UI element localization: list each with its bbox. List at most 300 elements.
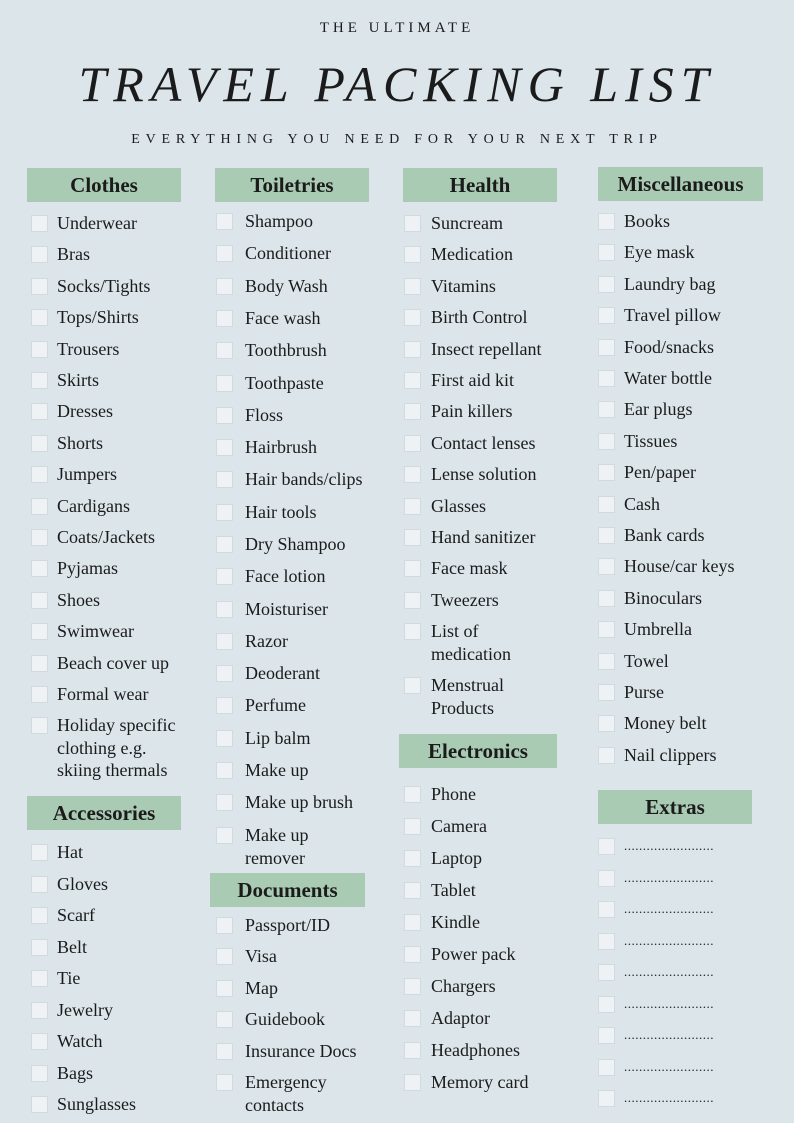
checkbox[interactable]	[31, 466, 48, 483]
checkbox[interactable]	[31, 592, 48, 609]
checkbox[interactable]	[404, 786, 421, 803]
checklist-item-label	[245, 307, 320, 330]
checkbox[interactable]	[404, 978, 421, 995]
checklist-item-label	[245, 533, 346, 556]
label-line: Tie	[57, 968, 81, 988]
label-line: skiing thermals	[57, 760, 168, 780]
label-line: Kindle	[431, 912, 480, 932]
checkbox[interactable]	[404, 372, 421, 389]
label-line: Pen/paper	[624, 462, 696, 482]
checkbox[interactable]	[598, 621, 615, 638]
checklist-item-label	[57, 841, 83, 864]
label-line: Tablet	[431, 880, 476, 900]
label-line: Hat	[57, 842, 83, 862]
label-line: Tissues	[624, 431, 678, 451]
checklist-item-label	[624, 961, 714, 984]
checklist-item-label	[624, 867, 714, 890]
checkbox[interactable]	[31, 1096, 48, 1113]
label-line: Coats/Jackets	[57, 527, 155, 547]
checklist-item-label	[624, 430, 677, 453]
checkbox[interactable]	[31, 1065, 48, 1082]
checklist-item-label	[245, 727, 311, 750]
section-header-electronics: Electronics	[399, 734, 557, 768]
checklist-item-label	[57, 683, 148, 706]
label-line: Bags	[57, 1063, 93, 1083]
checklist-item-label	[624, 273, 715, 296]
checkbox[interactable]	[31, 655, 48, 672]
checkbox[interactable]	[404, 677, 421, 694]
checkbox[interactable]	[598, 996, 615, 1013]
label-line: Bras	[57, 244, 90, 264]
checklist-item-label	[57, 714, 175, 782]
checkbox[interactable]	[216, 439, 233, 456]
checklist-item-label	[624, 493, 660, 516]
checkbox[interactable]	[31, 717, 48, 734]
label-line: Toothbrush	[245, 340, 327, 360]
label-line: Passport/ID	[245, 915, 330, 935]
checklist-item-label	[431, 1007, 490, 1030]
checkbox[interactable]	[31, 435, 48, 452]
label-line: Birth Control	[431, 307, 528, 327]
checklist-item-label	[624, 398, 692, 421]
checkbox[interactable]	[598, 401, 615, 418]
checkbox[interactable]	[216, 310, 233, 327]
checklist-item-label	[624, 461, 696, 484]
label-line: Formal wear	[57, 684, 149, 704]
label-line: Face mask	[431, 558, 508, 578]
label-line: Guidebook	[245, 1009, 325, 1029]
label-line: List of	[431, 621, 479, 641]
checkbox[interactable]	[404, 215, 421, 232]
checkbox[interactable]	[598, 838, 615, 855]
checklist-item-label	[624, 650, 669, 673]
checklist-item-label	[624, 1087, 714, 1110]
label-line: Books	[624, 211, 671, 231]
checklist-item-label	[57, 400, 113, 423]
checkbox[interactable]	[216, 827, 233, 844]
label-line: ........................	[624, 1059, 714, 1074]
checkbox[interactable]	[598, 901, 615, 918]
label-line: Insect repellant	[431, 339, 542, 359]
checklist-item-label	[245, 977, 278, 1000]
checkbox[interactable]	[216, 1043, 233, 1060]
checklist-item-label	[431, 783, 476, 806]
checklist-item-label	[245, 598, 328, 621]
checkbox[interactable]	[216, 948, 233, 965]
label-line: Contact lenses	[431, 433, 536, 453]
label-line: Emergency	[245, 1072, 327, 1092]
checkbox[interactable]	[598, 464, 615, 481]
checkbox[interactable]	[216, 762, 233, 779]
checkbox[interactable]	[404, 435, 421, 452]
checklist-item-label	[245, 1071, 327, 1116]
checkbox[interactable]	[31, 246, 48, 263]
checkbox[interactable]	[216, 794, 233, 811]
label-line: ........................	[624, 838, 714, 853]
checkbox[interactable]	[404, 498, 421, 515]
checklist-item-label	[245, 210, 313, 233]
label-line: Travel pillow	[624, 305, 721, 325]
checklist-item-label	[57, 589, 100, 612]
checklist-item-label	[624, 1056, 714, 1079]
checkbox[interactable]	[598, 933, 615, 950]
checkbox[interactable]	[598, 590, 615, 607]
section-header-toiletries: Toiletries	[215, 168, 369, 202]
checklist-item-label	[624, 210, 670, 233]
checklist-item-label	[245, 914, 330, 937]
label-line: Moisturiser	[245, 599, 328, 619]
checklist-item-label	[57, 1030, 103, 1053]
label-line: Beach cover up	[57, 653, 169, 673]
label-line: Products	[431, 697, 494, 718]
checklist-item-label	[431, 338, 541, 361]
label-line: Pain killers	[431, 401, 513, 421]
checklist-item-label	[245, 501, 317, 524]
checkbox[interactable]	[31, 907, 48, 924]
label-line: Floss	[245, 405, 284, 425]
checklist-item-label	[57, 306, 139, 329]
checkbox[interactable]	[598, 1090, 615, 1107]
checkbox[interactable]	[216, 980, 233, 997]
checklist-item-label	[431, 526, 535, 549]
checklist-item-label	[624, 524, 704, 547]
checkbox[interactable]	[216, 568, 233, 585]
checkbox[interactable]	[404, 882, 421, 899]
checkbox[interactable]	[31, 309, 48, 326]
checkbox[interactable]	[216, 917, 233, 934]
checklist-item-label	[431, 815, 487, 838]
label-line: Food/snacks	[624, 337, 714, 357]
checklist-item-label	[245, 1040, 356, 1063]
checkbox[interactable]	[404, 246, 421, 263]
label-line: Make up	[245, 825, 309, 845]
checkbox[interactable]	[598, 747, 615, 764]
label-line: Bank cards	[624, 525, 705, 545]
checkbox[interactable]	[404, 466, 421, 483]
label-line: Razor	[245, 631, 288, 651]
checkbox[interactable]	[404, 1010, 421, 1027]
checklist-item-label	[624, 304, 721, 327]
checkbox[interactable]	[404, 1074, 421, 1091]
label-line: Visa	[245, 946, 277, 966]
checklist-item-label	[624, 618, 692, 641]
label-line: First aid kit	[431, 370, 515, 390]
checkbox[interactable]	[31, 844, 48, 861]
label-line: ........................	[624, 901, 714, 916]
label-line: ........................	[624, 1027, 714, 1042]
checklist-item-label	[245, 436, 317, 459]
checkbox[interactable]	[404, 403, 421, 420]
checklist-item-label	[57, 873, 108, 896]
label-line: Lip balm	[245, 728, 311, 748]
label-line: Gloves	[57, 874, 108, 894]
label-line: Face wash	[245, 308, 321, 328]
label-line: ........................	[624, 996, 714, 1011]
checklist-item-label	[245, 242, 331, 265]
checkbox[interactable]	[598, 715, 615, 732]
checklist-item-label	[57, 369, 99, 392]
label-line: Nail clippers	[624, 745, 717, 765]
checkbox[interactable]	[31, 278, 48, 295]
checkbox[interactable]	[598, 964, 615, 981]
checkbox[interactable]	[31, 215, 48, 232]
checkbox[interactable]	[216, 213, 233, 230]
checkbox[interactable]	[31, 623, 48, 640]
checklist-item-label	[624, 587, 702, 610]
label-line: Cardigans	[57, 496, 130, 516]
label-line: Glasses	[431, 496, 486, 516]
checklist-item-label	[431, 306, 528, 329]
checkbox[interactable]	[31, 560, 48, 577]
label-line: Skirts	[57, 370, 100, 390]
checkbox[interactable]	[216, 697, 233, 714]
label-line: Map	[245, 978, 278, 998]
checkbox[interactable]	[404, 1042, 421, 1059]
label-line: Phone	[431, 784, 476, 804]
checklist-item-label	[245, 759, 308, 782]
label-line: Umbrella	[624, 619, 692, 639]
checkbox[interactable]	[404, 309, 421, 326]
checklist-item-label	[431, 557, 507, 580]
checklist-item-label	[624, 930, 714, 953]
label-line: Sunglasses	[57, 1094, 137, 1114]
checkbox[interactable]	[598, 213, 615, 230]
checklist-item-label	[624, 744, 716, 767]
checkbox[interactable]	[598, 1027, 615, 1044]
checklist-item-label	[245, 1008, 325, 1031]
checklist-item-label	[245, 339, 327, 362]
label-line: Jumpers	[57, 464, 117, 484]
label-line: clothing e.g.	[57, 737, 147, 758]
label-line: Cash	[624, 494, 660, 514]
checklist-item-label	[57, 1062, 93, 1085]
label-line: ........................	[624, 1090, 714, 1105]
label-line: Eye mask	[624, 242, 695, 262]
checkbox[interactable]	[31, 686, 48, 703]
checklist-item-label	[431, 243, 513, 266]
checkbox[interactable]	[404, 914, 421, 931]
checkbox[interactable]	[598, 684, 615, 701]
label-line: Lense solution	[431, 464, 537, 484]
checklist-item-label	[245, 694, 306, 717]
label-line: Scarf	[57, 905, 95, 925]
checkbox[interactable]	[31, 876, 48, 893]
checklist-item-label	[431, 911, 480, 934]
section-header-documents: Documents	[210, 873, 365, 907]
checklist-item-label	[57, 338, 119, 361]
label-line: Money belt	[624, 713, 707, 733]
checkbox[interactable]	[216, 601, 233, 618]
checklist-item-label	[57, 432, 103, 455]
checklist-item-label	[431, 275, 496, 298]
checkbox[interactable]	[216, 471, 233, 488]
label-line: Vitamins	[431, 276, 496, 296]
checklist-item-label	[431, 879, 476, 902]
checkbox[interactable]	[404, 278, 421, 295]
checkbox[interactable]	[598, 339, 615, 356]
checkbox[interactable]	[598, 307, 615, 324]
page-title: TRAVEL PACKING LIST	[78, 56, 716, 112]
label-line: Hair bands/clips	[245, 469, 363, 489]
checkbox[interactable]	[216, 375, 233, 392]
label-line: ........................	[624, 964, 714, 979]
checkbox[interactable]	[31, 1002, 48, 1019]
label-line: Trousers	[57, 339, 120, 359]
label-line: Dry Shampoo	[245, 534, 346, 554]
checklist-item-label	[245, 945, 277, 968]
section-header-extras: Extras	[598, 790, 752, 824]
label-line: Laptop	[431, 848, 482, 868]
checklist-item-label	[57, 967, 80, 990]
label-line: Tops/Shirts	[57, 307, 139, 327]
checklist-item-label	[431, 400, 513, 423]
label-line: Tweezers	[431, 590, 499, 610]
label-line: Hand sanitizer	[431, 527, 536, 547]
checklist-item-label	[57, 999, 113, 1022]
checkbox[interactable]	[216, 245, 233, 262]
subtitle: EVERYTHING YOU NEED FOR YOUR NEXT TRIP	[131, 132, 663, 147]
label-line: Shoes	[57, 590, 101, 610]
checklist-item-label	[431, 212, 503, 235]
checklist-item-label	[431, 620, 511, 665]
label-line: Suncream	[431, 213, 503, 233]
checklist-item-label	[245, 630, 288, 653]
checkbox[interactable]	[216, 1074, 233, 1091]
checklist-item-label	[57, 212, 137, 235]
checkbox[interactable]	[598, 653, 615, 670]
checklist-item-label	[624, 1024, 714, 1047]
label-line: Menstrual	[431, 675, 504, 695]
checklist-item-label	[245, 791, 353, 814]
label-line: Insurance Docs	[245, 1041, 357, 1061]
checkbox[interactable]	[31, 939, 48, 956]
checkbox[interactable]	[216, 407, 233, 424]
checkbox[interactable]	[216, 665, 233, 682]
checkbox[interactable]	[31, 970, 48, 987]
label-line: remover	[245, 847, 305, 868]
label-line: Binoculars	[624, 588, 702, 608]
checklist-item-label	[57, 275, 150, 298]
checkbox[interactable]	[404, 592, 421, 609]
label-line: Deoderant	[245, 663, 320, 683]
label-line: Perfume	[245, 695, 306, 715]
label-line: Power pack	[431, 944, 516, 964]
checklist-item-label	[431, 432, 535, 455]
label-line: Ear plugs	[624, 399, 693, 419]
section-header-accessories: Accessories	[27, 796, 181, 830]
checkbox[interactable]	[31, 372, 48, 389]
checkbox[interactable]	[598, 433, 615, 450]
checkbox[interactable]	[216, 342, 233, 359]
checkbox[interactable]	[216, 536, 233, 553]
label-line: Laundry bag	[624, 274, 716, 294]
checklist-item-label	[245, 468, 362, 491]
checkbox[interactable]	[404, 341, 421, 358]
label-line: Adaptor	[431, 1008, 490, 1028]
section-header-health: Health	[403, 168, 557, 202]
checklist-item-label	[624, 993, 714, 1016]
checkbox[interactable]	[404, 560, 421, 577]
checklist-item-label	[431, 1071, 528, 1094]
checkbox[interactable]	[598, 1059, 615, 1076]
checklist-item-label	[431, 495, 486, 518]
checkbox[interactable]	[598, 527, 615, 544]
checkbox[interactable]	[598, 276, 615, 293]
label-line: Holiday specific	[57, 715, 176, 735]
checkbox[interactable]	[31, 1033, 48, 1050]
checkbox[interactable]	[404, 623, 421, 640]
checklist-item-label	[431, 943, 515, 966]
checklist-item-label	[624, 367, 712, 390]
label-line: contacts	[245, 1094, 304, 1115]
label-line: Underwear	[57, 213, 137, 233]
checkbox[interactable]	[404, 946, 421, 963]
checkbox[interactable]	[404, 818, 421, 835]
checkbox[interactable]	[216, 633, 233, 650]
label-line: Headphones	[431, 1040, 520, 1060]
checkbox[interactable]	[598, 870, 615, 887]
checkbox[interactable]	[31, 403, 48, 420]
checklist-item-label	[431, 1039, 520, 1062]
checklist-item-label	[57, 1093, 136, 1116]
checklist-item-label	[57, 526, 155, 549]
label-line: Medication	[431, 244, 513, 264]
checklist-item-label	[245, 662, 320, 685]
checkbox[interactable]	[216, 1011, 233, 1028]
label-line: Make up	[245, 760, 309, 780]
checklist-item-label	[431, 369, 514, 392]
checklist-item-label	[245, 275, 328, 298]
checkbox[interactable]	[598, 558, 615, 575]
label-line: Memory card	[431, 1072, 529, 1092]
checklist-item-label	[624, 241, 694, 264]
label-line: Water bottle	[624, 368, 713, 388]
label-line: Toothpaste	[245, 373, 324, 393]
checklist-item-label	[624, 681, 664, 704]
checklist-item-label	[624, 835, 714, 858]
checkbox[interactable]	[216, 504, 233, 521]
label-line: Conditioner	[245, 243, 331, 263]
checkbox[interactable]	[598, 244, 615, 261]
label-line: Swimwear	[57, 621, 134, 641]
label-line: ........................	[624, 933, 714, 948]
checkbox[interactable]	[31, 529, 48, 546]
label-line: Face lotion	[245, 566, 326, 586]
checklist-item-label	[431, 463, 537, 486]
checklist-item-label	[57, 463, 117, 486]
checklist-item-label	[431, 975, 496, 998]
checkbox[interactable]	[216, 278, 233, 295]
pre-title: THE ULTIMATE	[319, 20, 475, 36]
label-line: Shampoo	[245, 211, 314, 231]
checklist-item-label	[624, 712, 707, 735]
checkbox[interactable]	[31, 498, 48, 515]
label-line: Body Wash	[245, 276, 328, 296]
checkbox[interactable]	[404, 529, 421, 546]
label-line: Towel	[624, 651, 669, 671]
checkbox[interactable]	[404, 850, 421, 867]
checklist-item-label	[431, 589, 499, 612]
section-header-miscellaneous: Miscellaneous	[598, 167, 763, 201]
label-line: Socks/Tights	[57, 276, 151, 296]
checkbox[interactable]	[598, 496, 615, 513]
checkbox[interactable]	[216, 730, 233, 747]
checklist-item-label	[624, 336, 714, 359]
checkbox[interactable]	[31, 341, 48, 358]
checklist-item-label	[57, 904, 95, 927]
checkbox[interactable]	[598, 370, 615, 387]
label-line: Pyjamas	[57, 558, 118, 578]
